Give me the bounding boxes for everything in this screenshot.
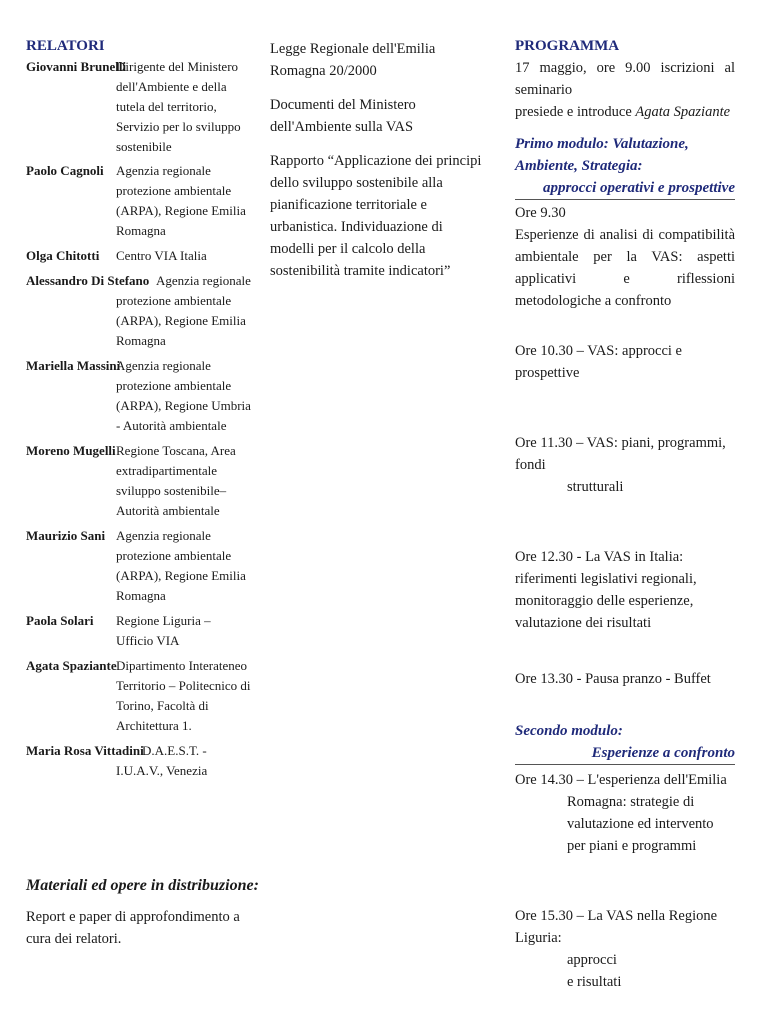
module-2-title xyxy=(515,720,735,764)
relatore-desc: Agenzia regionale protezione ambientale (ARPA), Regione Umbria - Autorità ambientale xyxy=(116,358,251,433)
m1-item-5: Ore 13.30 - Pausa pranzo - Buffet xyxy=(515,671,711,687)
module-1-line2: approcci operativi e prospettive xyxy=(542,180,735,196)
relatore-desc: Dirigente del Ministero dell'Ambiente e della tutela del territorio, Servizio per lo sviluppo sostenibile xyxy=(116,59,241,154)
relatore-desc: Regione Toscana, Area extradipartimentale sviluppo sostenibile– Autorità ambientale xyxy=(116,443,236,518)
relatore-desc: Centro VIA Italia xyxy=(116,248,207,263)
relatore-desc: Agenzia regionale protezione ambientale (ARPA), Regione Emilia Romagna xyxy=(116,528,246,603)
document-item: Documenti del Ministero dell'Ambiente sulla VAS xyxy=(270,97,416,135)
document-item: Legge Regionale dell'Emilia Romagna 20/2000 xyxy=(270,41,436,79)
relatori-heading: RELATORI xyxy=(26,38,105,54)
relatore-desc: D.A.E.S.T. - I.U.A.V., Venezia xyxy=(116,743,208,778)
relatore-item xyxy=(26,356,251,436)
relatore-desc: Agenzia regionale protezione ambientale (ARPA), Regione Emilia Romagna xyxy=(116,163,246,238)
relatore-item xyxy=(26,271,251,351)
module-1-divider xyxy=(515,199,735,200)
m2-item-1 xyxy=(515,769,735,857)
relatore-name: Paola Solari xyxy=(26,613,94,628)
relatore-name: Giovanni Brunelli xyxy=(26,59,127,74)
materiali-title: Materiali ed opere in distribuzione: xyxy=(26,877,259,894)
relatori-column xyxy=(26,38,251,786)
relatore-item xyxy=(26,57,251,157)
m2-item-1-a: Ore 14.30 – L'esperienza dell'Emilia xyxy=(515,772,727,788)
relatore-item xyxy=(26,441,251,521)
relatore-item xyxy=(26,161,251,241)
relatore-name: Agata Spaziante xyxy=(26,658,117,673)
document-item: Rapporto “Applicazione dei principi dello sviluppo sostenibile alla pianificazione territoriale e urbanistica. Individuazione di modelli per il calcolo della sostenibilità tramite indicatori” xyxy=(270,153,482,279)
relatore-name: Maurizio Sani xyxy=(26,528,106,543)
m1-time-1: Ore 9.30 xyxy=(515,205,566,221)
m2-item-2-c: e risultati xyxy=(567,974,622,990)
relatore-item xyxy=(26,656,251,736)
module-1-title xyxy=(515,133,735,199)
relatore-name: Alessandro Di Stefano xyxy=(26,273,150,288)
programma-intro: 17 maggio, ore 9.00 iscrizioni al seminario xyxy=(515,60,735,98)
documents-column xyxy=(270,38,490,294)
m1-item-2: Ore 10.30 – VAS: approcci e prospettive xyxy=(515,343,682,381)
presiede-name: Agata Spaziante xyxy=(635,104,731,120)
m2-item-2-a: Ore 15.30 – La VAS nella Regione Liguria: xyxy=(515,908,718,946)
relatore-item xyxy=(26,741,251,781)
programma-column xyxy=(515,38,735,993)
m1-text-1: Esperienze di analisi di compatibilità ambientale per la VAS: aspetti applicativi e riflessioni metodologiche a confronto xyxy=(515,227,735,309)
relatore-item xyxy=(26,246,251,266)
relatore-desc: Dipartimento Interateneo Territorio – Politecnico di Torino, Facoltà di Architettura 1. xyxy=(116,658,251,733)
module-2-divider xyxy=(515,764,735,765)
relatore-item xyxy=(26,526,251,606)
programma-presiede xyxy=(515,101,735,123)
m2-item-2 xyxy=(515,905,735,993)
module-1-line1: Primo modulo: Valutazione, Ambiente, Strategia: xyxy=(515,136,689,174)
relatore-name: Maria Rosa Vittadini xyxy=(26,743,144,758)
relatore-name: Mariella Massini xyxy=(26,358,121,373)
relatore-name: Moreno Mugelli xyxy=(26,443,116,458)
relatore-item xyxy=(26,611,251,651)
module-2-line2: Esperienze a confronto xyxy=(591,745,735,761)
m1-item-3 xyxy=(515,432,735,498)
m2-item-1-b: Romagna: strategie di valutazione ed intervento per piani e programmi xyxy=(567,794,714,854)
module-2-line1: Secondo modulo: xyxy=(515,723,623,739)
m1-item-4: Ore 12.30 - La VAS in Italia: riferimenti legislativi regionali, monitoraggio delle esperienze, valutazione dei risultati xyxy=(515,549,697,631)
m1-item-3-b: strutturali xyxy=(567,479,624,495)
relatore-desc: Regione Liguria – Ufficio VIA xyxy=(116,613,211,648)
programma-heading: PROGRAMMA xyxy=(515,38,620,54)
relatore-name: Paolo Cagnoli xyxy=(26,163,104,178)
relatore-name: Olga Chitotti xyxy=(26,248,100,263)
m1-item-3-a: Ore 11.30 – VAS: piani, programmi, fondi xyxy=(515,435,726,473)
materiali-text: Report e paper di approfondimento a cura dei relatori. xyxy=(26,909,240,947)
relatore-desc: Agenzia regionale protezione ambientale (ARPA), Regione Emilia Romagna xyxy=(116,273,251,348)
m2-item-2-b: approcci xyxy=(567,952,617,968)
presiede-label: presiede e introduce xyxy=(515,104,632,120)
